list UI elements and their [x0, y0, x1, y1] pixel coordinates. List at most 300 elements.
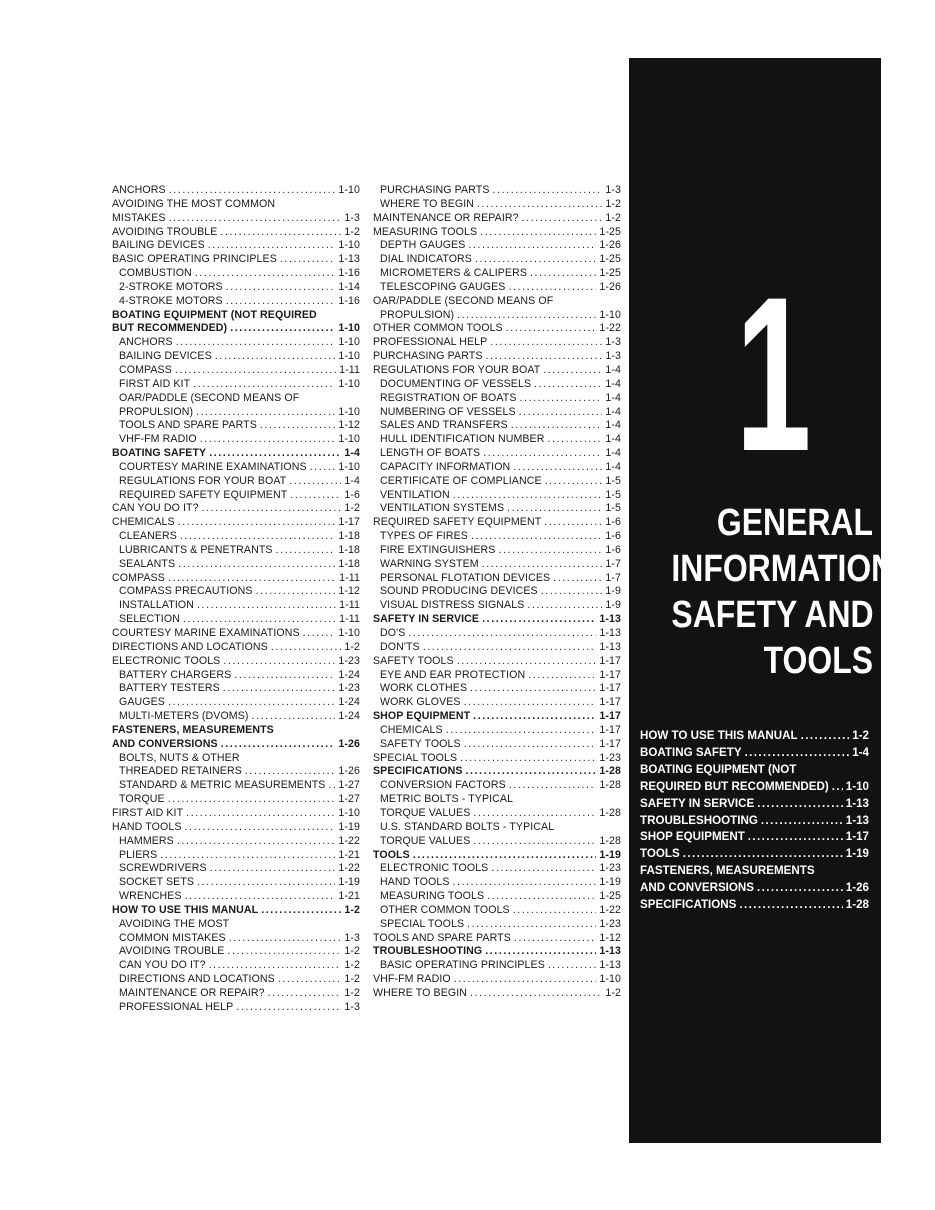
dot-leader: [169, 212, 342, 226]
entry-title: PURCHASING PARTS: [373, 350, 483, 363]
dot-leader: [480, 226, 596, 240]
dot-leader: [423, 641, 597, 655]
index-entry: [112, 433, 360, 447]
entry-title: VENTILATION SYSTEMS: [380, 502, 505, 515]
chapter-contents-entry: [640, 813, 869, 830]
chapter-panel: [629, 58, 904, 1143]
index-column-right: [373, 184, 621, 1001]
dot-leader: [514, 932, 596, 946]
dot-leader: [245, 765, 336, 779]
entry-title: 4-STROKE MOTORS: [119, 294, 223, 307]
index-entry: [112, 613, 360, 627]
entry-title: WARNING SYSTEM: [380, 557, 479, 570]
index-entry: [373, 987, 621, 1001]
index-entry: [112, 862, 360, 876]
dot-leader: [177, 835, 336, 849]
entry-title: AVOIDING THE MOST COMMON: [112, 197, 276, 210]
dot-leader: [195, 267, 336, 281]
entry-page: 1-10: [338, 322, 360, 335]
entry-title: TOOLS AND SPARE PARTS: [119, 419, 257, 432]
entry-page: 1-4: [605, 460, 621, 473]
entry-page: 1-4: [852, 745, 869, 759]
index-entry: [373, 682, 621, 696]
dot-leader: [506, 322, 597, 336]
index-entry: [373, 669, 621, 683]
entry-title: SOUND PRODUCING DEVICES: [380, 585, 538, 598]
entry-title: SAFETY TOOLS: [373, 654, 454, 667]
chapter-title-line: INFORMATION,: [671, 548, 904, 590]
entry-title: FASTENERS, MEASUREMENTS: [112, 723, 274, 736]
entry-page: 1-12: [599, 931, 621, 944]
entry-title: WHERE TO BEGIN: [380, 197, 475, 210]
entry-title: MEASURING TOOLS: [373, 225, 478, 238]
entry-page: 1-3: [605, 336, 621, 349]
entry-page: 1-10: [338, 627, 360, 639]
entry-title: DON'TS: [380, 640, 420, 653]
dot-leader: [468, 239, 596, 253]
entry-title: BOATING SAFETY: [112, 447, 207, 460]
dot-leader: [761, 813, 843, 830]
chapter-contents-entry: [640, 728, 869, 745]
entry-title: CHEMICALS: [380, 723, 443, 736]
chapter-contents-entry: [640, 745, 869, 762]
entry-title: SAFETY IN SERVICE: [640, 796, 755, 810]
dot-leader: [528, 669, 596, 683]
entry-title: TORQUE VALUES: [380, 806, 471, 819]
chapter-contents: [640, 728, 869, 914]
index-entry: [112, 295, 360, 309]
entry-page: 1-19: [845, 847, 869, 861]
dot-leader: [169, 184, 336, 198]
dot-leader: [260, 419, 335, 433]
dot-leader: [215, 350, 336, 364]
dot-leader: [748, 829, 843, 846]
entry-title: CAPACITY INFORMATION: [380, 460, 511, 473]
entry-title: AVOIDING TROUBLE: [112, 225, 218, 238]
index-entry: [112, 364, 360, 378]
entry-title: CHEMICALS: [112, 516, 175, 529]
dot-leader: [230, 322, 335, 336]
dot-leader: [202, 502, 342, 516]
index-entry: [373, 724, 621, 738]
index-entry: [373, 959, 621, 973]
dot-leader: [454, 973, 597, 987]
dot-leader: [745, 745, 850, 762]
index-entry: [112, 932, 360, 946]
entry-page: 1-13: [845, 813, 869, 827]
dot-leader: [256, 585, 336, 599]
entry-title: LUBRICANTS & PENETRANTS: [119, 543, 273, 556]
entry-title: PROFESSIONAL HELP: [119, 1000, 234, 1013]
dot-leader: [511, 419, 603, 433]
entry-title: METRIC BOLTS - TYPICAL: [380, 793, 514, 806]
index-entry: [373, 530, 621, 544]
entry-title: PURCHASING PARTS: [380, 184, 490, 196]
entry-page: 1-7: [605, 571, 621, 584]
dot-leader: [196, 406, 335, 420]
entry-page: 1-26: [845, 881, 869, 895]
index-entry: [373, 932, 621, 946]
entry-page: 1-11: [339, 599, 360, 612]
index-entry: [373, 184, 621, 198]
entry-title: SPECIAL TOOLS: [380, 917, 465, 930]
index-entry: [112, 987, 360, 1001]
index-entry: [112, 267, 360, 281]
entry-title: SHOP EQUIPMENT: [373, 710, 471, 723]
entry-page: 1-12: [338, 419, 360, 432]
index-entry: [112, 890, 360, 904]
dot-leader: [175, 364, 336, 378]
entry-page: 1-23: [599, 917, 621, 930]
entry-page: 1-5: [605, 474, 621, 487]
entry-title: TOOLS: [640, 847, 680, 861]
chapter-contents-entry: [640, 880, 869, 897]
entry-page: 1-11: [339, 571, 360, 584]
entry-page: 1-17: [599, 710, 621, 723]
entry-page: 1-25: [599, 890, 621, 903]
entry-page: 1-10: [338, 806, 360, 819]
entry-title: REGULATIONS FOR YOUR BOAT: [119, 474, 287, 487]
dot-leader: [185, 821, 336, 835]
index-entry: [373, 613, 621, 627]
entry-title: AND CONVERSIONS: [112, 737, 218, 750]
dot-leader: [757, 880, 843, 897]
index-entry: [112, 876, 360, 890]
entry-page: 1-28: [599, 765, 621, 778]
chapter-title: [671, 500, 904, 684]
chapter-contents-entry: [640, 779, 869, 796]
index-entry: [373, 516, 621, 530]
entry-page: 1-2: [344, 502, 360, 515]
index-entry: [112, 835, 360, 849]
index-entry: [373, 295, 621, 309]
index-entry: [112, 710, 360, 724]
index-entry: [112, 696, 360, 710]
entry-page: 1-19: [599, 848, 621, 861]
dot-leader: [208, 239, 336, 253]
chapter-number: 1: [735, 251, 811, 497]
entry-title: OTHER COMMON TOOLS: [373, 322, 503, 335]
index-entry: [112, 765, 360, 779]
dot-leader: [739, 897, 842, 914]
entry-page: 1-23: [338, 654, 360, 667]
entry-page: 1-3: [605, 184, 621, 196]
index-entry: [112, 918, 360, 932]
entry-page: 1-2: [344, 225, 360, 238]
entry-title: TELESCOPING GAUGES: [380, 280, 506, 293]
entry-page: 1-3: [344, 1000, 360, 1013]
index-entry: [112, 724, 360, 738]
dot-leader: [197, 876, 335, 890]
entry-title: DIAL INDICATORS: [380, 253, 472, 266]
index-entry: [373, 558, 621, 572]
dot-leader: [209, 959, 342, 973]
entry-page: 1-4: [344, 447, 360, 460]
entry-page: 1-4: [605, 433, 621, 446]
entry-title: OAR/PADDLE (SECOND MEANS OF: [373, 294, 554, 307]
index-entry: [373, 253, 621, 267]
dot-leader: [200, 433, 336, 447]
dot-leader: [482, 558, 603, 572]
index-entry: [373, 433, 621, 447]
entry-title: INSTALLATION: [119, 599, 194, 612]
dot-leader: [507, 502, 602, 516]
entry-page: 1-24: [338, 710, 360, 723]
entry-title: VHF-FM RADIO: [119, 433, 197, 446]
entry-page: 1-27: [338, 793, 360, 806]
index-entry: [112, 627, 360, 641]
entry-title: BATTERY CHARGERS: [119, 668, 232, 681]
entry-page: 1-7: [605, 557, 621, 570]
dot-leader: [498, 544, 602, 558]
index-entry: [112, 516, 360, 530]
entry-page: 1-18: [338, 543, 360, 556]
index-entry: [112, 973, 360, 987]
index-entry: [373, 765, 621, 779]
entry-title: VHF-FM RADIO: [373, 973, 451, 986]
dot-leader: [483, 447, 602, 461]
entry-title: BOATING SAFETY: [640, 745, 742, 759]
entry-title: OTHER COMMON TOOLS: [380, 903, 510, 916]
dot-leader: [183, 613, 336, 627]
dot-leader: [453, 876, 597, 890]
entry-title: DIRECTIONS AND LOCATIONS: [112, 640, 268, 653]
index-entry: [373, 350, 621, 364]
index-entry: [373, 406, 621, 420]
entry-page: 1-2: [852, 729, 869, 742]
index-entry: [112, 309, 360, 323]
entry-page: 1-2: [344, 973, 360, 986]
entry-page: 1-6: [605, 543, 621, 556]
entry-title: CERTIFICATE OF COMPLIANCE: [380, 474, 542, 487]
dot-leader: [801, 728, 850, 745]
entry-page: 1-18: [338, 557, 360, 570]
dot-leader: [553, 572, 602, 586]
dot-leader: [457, 309, 596, 323]
entry-page: 1-4: [605, 447, 621, 460]
dot-leader: [522, 212, 603, 226]
entry-title: LENGTH OF BOATS: [380, 447, 481, 460]
entry-page: 1-2: [344, 640, 360, 653]
dot-leader: [226, 281, 336, 295]
dot-leader: [485, 945, 596, 959]
index-entry: [112, 212, 360, 226]
index-entry: [373, 489, 621, 503]
entry-page: 1-24: [338, 696, 360, 709]
dot-leader: [464, 696, 597, 710]
dot-leader: [477, 198, 602, 212]
index-entry: [373, 198, 621, 212]
entry-page: 1-10: [599, 308, 621, 321]
index-entry: [373, 807, 621, 821]
entry-title: TYPES OF FIRES: [380, 530, 468, 543]
entry-title: TROUBLESHOOTING: [373, 945, 483, 958]
entry-page: 1-17: [599, 723, 621, 736]
dot-leader: [493, 184, 603, 198]
index-entry: [373, 627, 621, 641]
entry-page: 1-28: [599, 834, 621, 847]
index-entry: [373, 419, 621, 433]
dot-leader: [210, 862, 336, 876]
dot-leader: [473, 835, 596, 849]
index-entry: [373, 918, 621, 932]
entry-page: 1-10: [845, 779, 869, 793]
entry-title: HOW TO USE THIS MANUAL: [640, 729, 798, 742]
chapter-contents-entry: [640, 796, 869, 813]
entry-title: BAILING DEVICES: [119, 350, 212, 363]
entry-page: 1-10: [338, 336, 360, 349]
index-entry: [112, 959, 360, 973]
entry-page: 1-5: [605, 488, 621, 501]
dot-leader: [413, 849, 597, 863]
entry-title: AVOIDING TROUBLE: [119, 945, 225, 958]
entry-title: COMMON MISTAKES: [119, 931, 226, 944]
entry-page: 1-10: [338, 184, 360, 196]
index-entry: [112, 489, 360, 503]
entry-title: SEALANTS: [119, 557, 176, 570]
entry-title: OAR/PADDLE (SECOND MEANS OF: [119, 391, 300, 404]
index-entry: [373, 793, 621, 807]
index-entry: [112, 502, 360, 516]
dot-leader: [534, 378, 602, 392]
dot-leader: [160, 849, 335, 863]
index-entry: [112, 682, 360, 696]
dot-leader: [280, 253, 336, 267]
entry-page: 1-19: [599, 876, 621, 889]
dot-leader: [197, 599, 336, 613]
entry-page: 1-2: [605, 197, 621, 210]
entry-page: 1-3: [605, 350, 621, 363]
dot-leader: [543, 364, 602, 378]
entry-page: 1-10: [338, 460, 360, 473]
dot-leader: [252, 710, 336, 724]
entry-page: 1-13: [338, 253, 360, 266]
index-entry: [112, 641, 360, 655]
chapter-title-line: SAFETY AND: [671, 594, 874, 636]
entry-title: STANDARD & METRIC MEASUREMENTS: [119, 779, 326, 792]
entry-title: REGULATIONS FOR YOUR BOAT: [373, 363, 541, 376]
entry-title: FIRST AID KIT: [119, 377, 191, 390]
entry-title: WRENCHES: [119, 890, 182, 903]
entry-title: MULTI-METERS (DVOMS): [119, 710, 249, 723]
entry-page: 1-27: [338, 779, 360, 792]
index-entry: [112, 849, 360, 863]
index-entry: [112, 793, 360, 807]
entry-title: DOCUMENTING OF VESSELS: [380, 377, 532, 390]
dot-leader: [168, 572, 336, 586]
dot-leader: [220, 226, 341, 240]
index-entry: [112, 322, 360, 336]
entry-title: PROPULSION): [380, 308, 455, 321]
entry-page: 1-22: [599, 903, 621, 916]
entry-page: 1-21: [338, 848, 360, 861]
entry-title: ANCHORS: [112, 184, 166, 196]
entry-title: COMPASS PRECAUTIONS: [119, 585, 253, 598]
index-entry: [373, 973, 621, 987]
entry-page: 1-10: [338, 433, 360, 446]
index-entry: [373, 447, 621, 461]
index-entry: [112, 572, 360, 586]
index-entry: [373, 502, 621, 516]
entry-page: 1-13: [599, 640, 621, 653]
entry-title: TORQUE VALUES: [380, 834, 471, 847]
dot-leader: [486, 350, 603, 364]
dot-leader: [471, 530, 602, 544]
entry-page: 1-17: [599, 682, 621, 695]
entry-page: 1-4: [344, 474, 360, 487]
index-column-left: [112, 184, 360, 1015]
entry-title: AND CONVERSIONS: [640, 881, 755, 895]
entry-title: REQUIRED SAFETY EQUIPMENT: [119, 488, 288, 501]
entry-title: MAINTENANCE OR REPAIR?: [119, 986, 265, 999]
entry-page: 1-25: [599, 225, 621, 238]
index-entry: [373, 226, 621, 240]
index-entry: [112, 419, 360, 433]
entry-page: 1-9: [605, 585, 621, 598]
index-entry: [112, 544, 360, 558]
index-entry: [112, 226, 360, 240]
entry-page: 1-24: [338, 668, 360, 681]
entry-page: 1-4: [605, 419, 621, 432]
index-entry: [373, 738, 621, 752]
entry-title: PROFESSIONAL HELP: [373, 336, 488, 349]
dot-leader: [408, 627, 596, 641]
entry-page: 1-13: [599, 613, 621, 626]
entry-page: 1-10: [338, 377, 360, 390]
entry-page: 1-17: [599, 654, 621, 667]
index-entry: [112, 945, 360, 959]
index-entry: [373, 862, 621, 876]
entry-page: 1-17: [845, 830, 869, 844]
entry-title: SELECTION: [119, 613, 180, 626]
index-entry: [112, 378, 360, 392]
entry-title: NUMBERING OF VESSELS: [380, 405, 516, 418]
entry-page: 1-18: [338, 530, 360, 543]
chapter-contents-entry: [640, 863, 869, 880]
entry-title: MAINTENANCE OR REPAIR?: [373, 211, 519, 224]
dot-leader: [527, 599, 602, 613]
index-entry: [112, 655, 360, 669]
chapter-title-line: GENERAL: [716, 502, 873, 544]
dot-leader: [185, 890, 336, 904]
dot-leader: [457, 655, 597, 669]
index-entry: [112, 198, 360, 212]
entry-page: 1-6: [344, 488, 360, 501]
dot-leader: [460, 752, 596, 766]
entry-page: 1-2: [344, 986, 360, 999]
dot-leader: [544, 516, 602, 530]
dot-leader: [223, 655, 335, 669]
index-entry: [112, 281, 360, 295]
entry-title: WORK CLOTHES: [380, 682, 468, 695]
dot-leader: [548, 959, 597, 973]
index-entry: [112, 406, 360, 420]
index-entry: [373, 849, 621, 863]
index-entry: [112, 1001, 360, 1015]
entry-page: 1-28: [599, 806, 621, 819]
index-entry: [373, 378, 621, 392]
entry-title: ANCHORS: [119, 336, 173, 349]
entry-page: 1-25: [599, 267, 621, 280]
entry-page: 1-2: [344, 903, 360, 916]
chapter-contents-entry: [640, 762, 869, 779]
entry-title: EYE AND EAR PROTECTION: [380, 668, 526, 681]
index-entry: [373, 904, 621, 918]
dot-leader: [176, 336, 336, 350]
entry-title: AVOIDING THE MOST: [119, 917, 230, 930]
dot-leader: [268, 987, 342, 1001]
index-entry: [373, 641, 621, 655]
